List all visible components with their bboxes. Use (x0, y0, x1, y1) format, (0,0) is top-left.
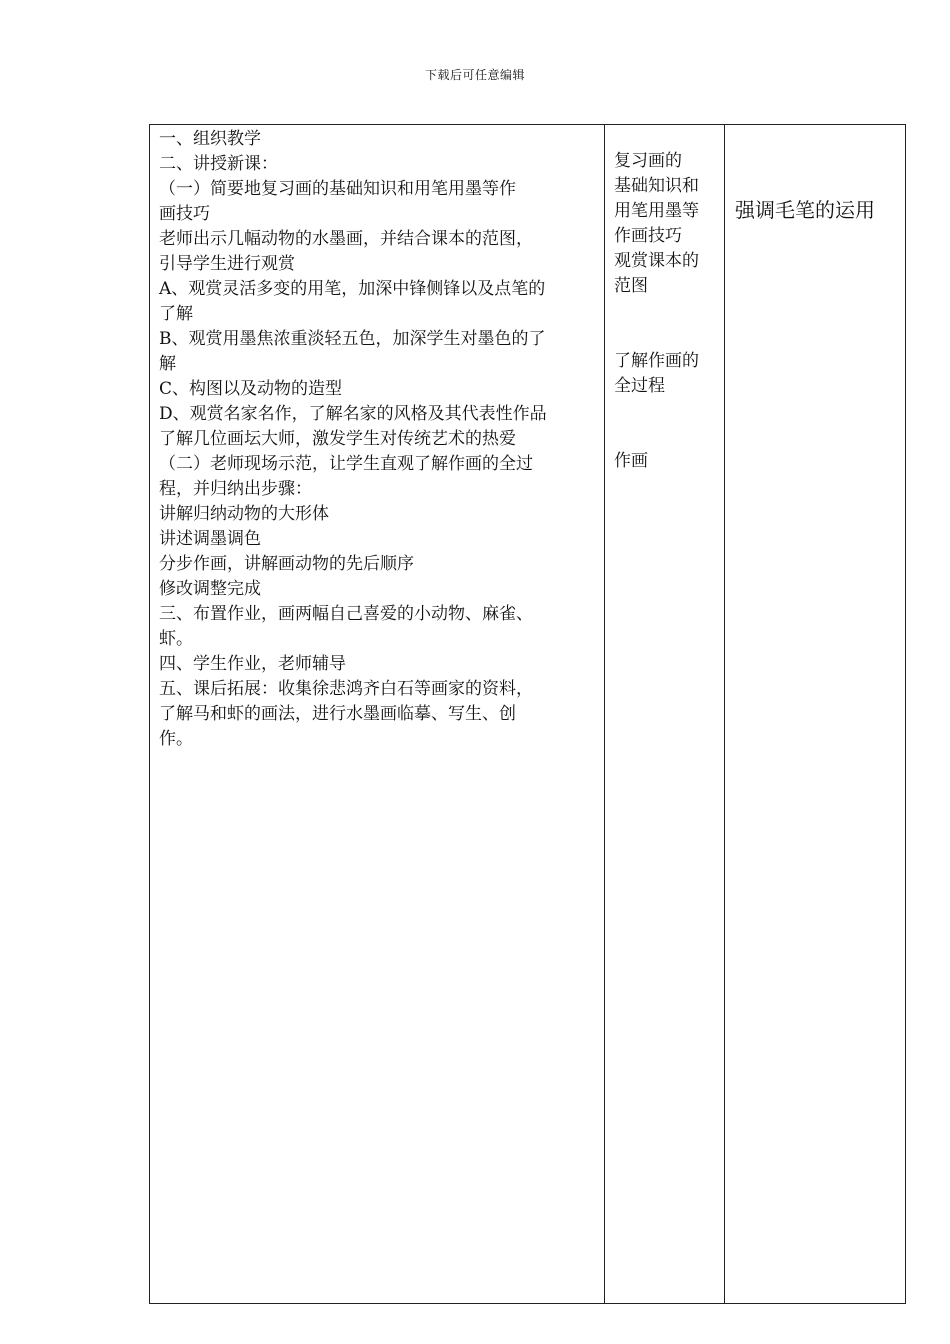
main-line: 三、布置作业，画两幅自己喜爱的小动物、麻雀、 (159, 604, 533, 624)
main-line: 分步作画，讲解画动物的先后顺序 (159, 554, 414, 574)
main-line: 老师出示几幅动物的水墨画，并结合课本的范图， (159, 229, 533, 249)
main-line: 四、学生作业，老师辅导 (159, 654, 346, 674)
lesson-table (149, 124, 906, 1304)
design-intent-column (725, 125, 905, 1303)
student-line: 范图 (614, 276, 648, 296)
main-line: 程，并归纳出步骤： (159, 479, 312, 499)
teaching-process-column (150, 125, 605, 1303)
note-text: 强调毛笔的运用 (735, 198, 875, 222)
main-line: （二）老师现场示范，让学生直观了解作画的全过 (159, 454, 533, 474)
main-line: 解 (159, 354, 176, 374)
student-line: 作画技巧 (614, 226, 682, 246)
main-line: 五、课后拓展：收集徐悲鸿齐白石等画家的资料， (159, 679, 533, 699)
main-line: 讲述调墨调色 (159, 529, 261, 549)
student-line: 用笔用墨等 (614, 201, 699, 221)
main-line: 画技巧 (159, 204, 210, 224)
main-line: 修改调整完成 (159, 579, 261, 599)
main-line: 了解马和虾的画法，进行水墨画临摹、写生、创 (159, 704, 516, 724)
spacer (614, 299, 720, 349)
main-line: 讲解归纳动物的大形体 (159, 504, 329, 524)
main-line: 作。 (159, 729, 193, 749)
main-line: （一）简要地复习画的基础知识和用笔用墨等作 (159, 179, 516, 199)
main-line: C、构图以及动物的造型 (159, 379, 343, 399)
main-line: 了解 (159, 304, 193, 324)
student-activity-column (605, 125, 725, 1303)
student-line: 了解作画的 (614, 351, 699, 371)
student-line: 基础知识和 (614, 176, 699, 196)
header-note: 下载后可任意编辑 (424, 68, 525, 82)
student-line: 全过程 (614, 376, 665, 396)
spacer (614, 399, 720, 449)
main-line: B、观赏用墨焦浓重淡轻五色，加深学生对墨色的了 (159, 329, 546, 349)
student-line: 作画 (614, 451, 648, 471)
main-line: 引导学生进行观赏 (159, 254, 295, 274)
main-line: 一、组织教学 (159, 129, 261, 149)
main-line: A、观赏灵活多变的用笔，加深中锋侧锋以及点笔的 (159, 279, 546, 299)
main-line: 虾。 (159, 629, 193, 649)
main-line: 二、讲授新课： (159, 154, 278, 174)
student-line: 观赏课本的 (614, 251, 699, 271)
student-line: 复习画的 (614, 151, 682, 171)
main-line: 了解几位画坛大师，激发学生对传统艺术的热爱 (159, 429, 516, 449)
main-line: D、观赏名家名作，了解名家的风格及其代表性作品 (159, 404, 547, 424)
